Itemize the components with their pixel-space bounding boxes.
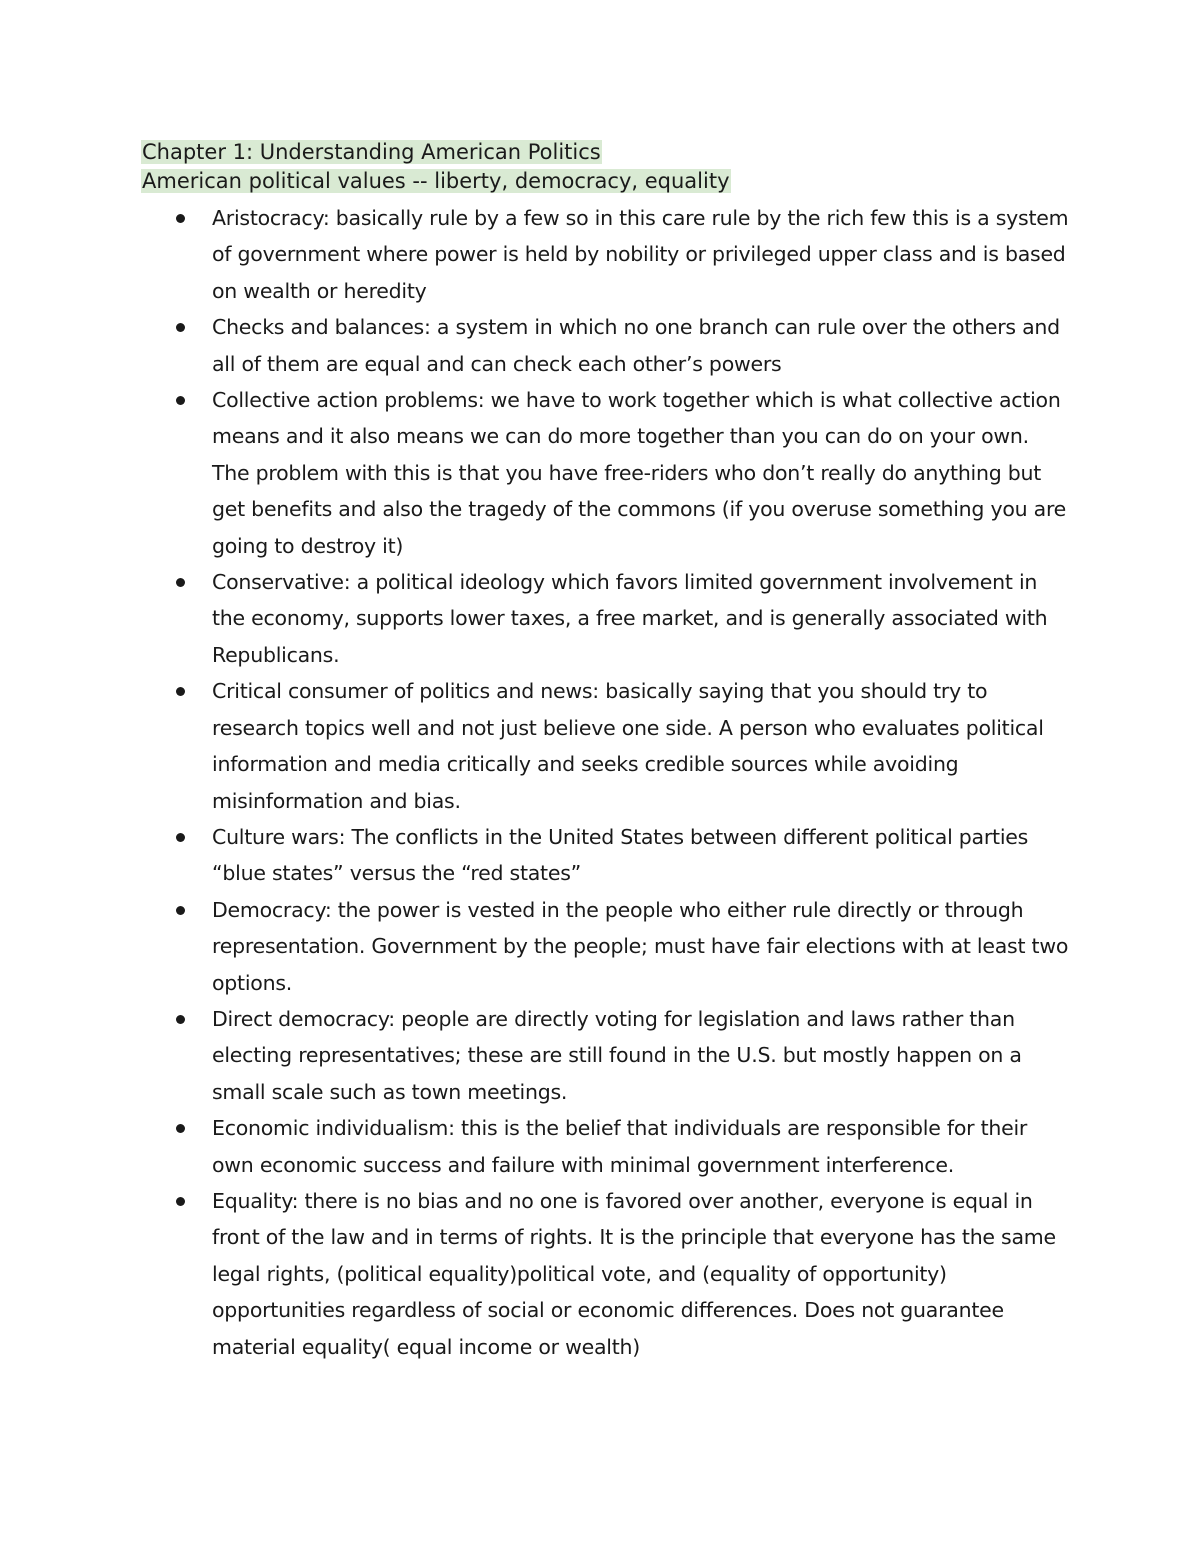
term-label: Democracy:: [212, 897, 332, 922]
term-definition: basically saying that you should try to research topics well and not just believe one side. A person who evaluates political information and media critically and seeks credible sources while avoiding misinformation and bias.: [212, 679, 1044, 813]
term-definition: a political ideology which favors limited government involvement in the economy, supports lower taxes, a free market, and is generally associated with Republicans.: [212, 570, 1048, 667]
bullet-icon: [176, 687, 185, 696]
bullet-icon: [176, 833, 185, 842]
term-label: Critical consumer of politics and news:: [212, 679, 599, 704]
term-label: Direct democracy:: [212, 1006, 395, 1031]
term-list: [141, 200, 1071, 1365]
bullet-icon: [176, 1197, 185, 1206]
list-item: [141, 892, 1071, 1001]
bullet-icon: [176, 578, 185, 587]
list-item: [141, 819, 1071, 892]
chapter-heading: [141, 138, 1071, 167]
term-label: Conservative:: [212, 570, 351, 595]
term-label: Economic individualism:: [212, 1116, 455, 1141]
term-label: Aristocracy:: [212, 206, 330, 230]
term-definition: there is no bias and no one is favored over another, everyone is equal in front of the law and in terms of rights. It is the principle that everyone has the same legal rights, (political equality)political vote, and (equality of opportunity) opportunities regardless of social or economic differences. Does not guarantee material equality( equal income or wealth): [212, 1188, 1056, 1359]
bullet-icon: [176, 214, 185, 223]
bullet-icon: [176, 1124, 185, 1133]
term-definition: basically rule by a few so in this care rule by the rich few this is a system of government where power is held by nobility or privileged upper class and is based on wealth or heredity: [212, 206, 1069, 303]
bullet-icon: [176, 906, 185, 915]
list-item: [141, 1183, 1071, 1365]
term-label: Equality:: [212, 1188, 299, 1213]
bullet-icon: [176, 323, 185, 332]
term-definition: a system in which no one branch can rule over the others and all of them are equal and can check each other’s powers: [212, 315, 1060, 376]
term-definition: this is the belief that individuals are responsible for their own economic success and failure with minimal government interference.: [212, 1116, 1028, 1177]
term-label: Checks and balances:: [212, 315, 431, 340]
term-definition: The conflicts in the United States between different political parties “blue states” versus the “red states”: [212, 824, 1029, 886]
list-item: [141, 309, 1071, 382]
list-item: [141, 1110, 1071, 1183]
term-definition: we have to work together which is what collective action means and it also means we can do more together than you can do on your own. The problem with this is that you have free-riders who don’t really do anything but get benefits and also the tragedy of the commons (if you overuse something you are going to destroy it): [212, 388, 1067, 558]
subtitle-heading: [141, 167, 1071, 196]
list-item: [141, 673, 1071, 819]
list-item: [141, 382, 1071, 564]
bullet-icon: [176, 1015, 185, 1024]
subtitle: American political values -- liberty, democracy, equality: [142, 169, 730, 193]
list-item: [141, 200, 1071, 309]
list-item: [141, 1001, 1071, 1110]
bullet-icon: [176, 396, 185, 405]
list-item: [141, 564, 1071, 673]
term-definition: people are directly voting for legislation and laws rather than electing representatives; these are still found in the U.S. but mostly happen on a small scale such as town meetings.: [212, 1006, 1022, 1104]
term-definition: the power is vested in the people who either rule directly or through representation. Government by the people; must have fair elections with at least two options.: [212, 897, 1069, 995]
chapter-title: Chapter 1: Understanding American Politics: [142, 140, 601, 164]
term-label: Culture wars:: [212, 824, 346, 849]
term-label: Collective action problems:: [212, 388, 485, 413]
document-page: [141, 138, 1071, 1365]
